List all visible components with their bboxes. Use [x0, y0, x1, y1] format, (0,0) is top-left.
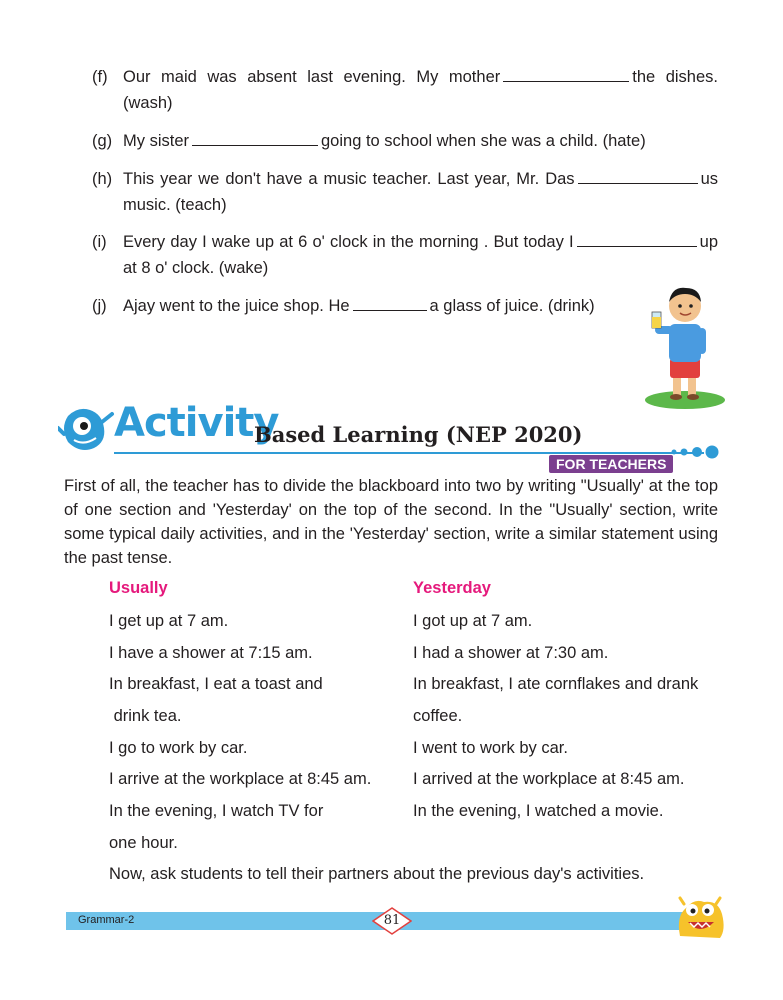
yesterday-row: I had a shower at 7:30 am. — [413, 643, 609, 662]
usually-row: In breakfast, I eat a toast and — [109, 675, 323, 694]
answer-blank[interactable] — [503, 67, 629, 82]
yesterday-row: I arrived at the workplace at 8:45 am. — [413, 770, 685, 789]
usually-row: I arrive at the workplace at 8:45 am. — [109, 770, 372, 789]
exercise-label: (h) — [92, 170, 113, 188]
usually-row: I have a shower at 7:15 am. — [109, 643, 313, 662]
answer-blank[interactable] — [353, 296, 427, 311]
exercise-text: a glass of juice. (drink) — [429, 297, 595, 315]
usually-row: I go to work by car. — [109, 738, 248, 757]
usually-row: one hour. — [109, 833, 178, 852]
yesterday-column — [413, 576, 723, 831]
activity-title: Activity — [114, 400, 279, 446]
exercise-text: Every day I wake up at 6 o' clock in the morning . But today I — [123, 233, 574, 251]
yesterday-row: coffee. — [413, 707, 463, 726]
activity-subtitle: Based Learning (NEP 2020) — [254, 422, 583, 447]
mascot-icon — [58, 404, 116, 456]
exercise-label: (j) — [92, 297, 107, 315]
exercise-f — [92, 64, 718, 116]
answer-blank[interactable] — [192, 131, 318, 146]
yesterday-row: I went to work by car. — [413, 738, 568, 757]
exercise-label: (f) — [92, 68, 108, 86]
exercise-text: up at 8 o' clock. (wake) — [123, 233, 718, 277]
exercise-label: (g) — [92, 132, 113, 150]
exercise-text: Our maid was absent last evening. My mother — [123, 68, 501, 86]
answer-blank[interactable] — [578, 169, 698, 184]
yesterday-row: In the evening, I watched a movie. — [413, 802, 664, 821]
closing-instruction: Now, ask students to tell their partners about the previous day's activities. — [109, 865, 645, 883]
exercise-text: us music. (teach) — [123, 170, 718, 214]
activity-header — [58, 400, 718, 478]
answer-blank[interactable] — [577, 232, 697, 247]
boy-with-juice-illustration — [640, 282, 726, 414]
exercise-text: My sister — [123, 132, 189, 150]
decorative-dots — [670, 444, 720, 460]
usually-row: drink tea. — [109, 707, 182, 726]
yellow-monster-icon — [674, 896, 726, 942]
exercise-h — [92, 166, 718, 218]
usually-row: In the evening, I watch TV for — [109, 802, 324, 821]
for-teachers-badge: FOR TEACHERS — [549, 455, 673, 473]
usually-column — [109, 576, 399, 863]
usually-heading: Usually — [109, 579, 168, 597]
page-number: 81 — [383, 913, 401, 928]
exercise-text: going to school when she was a child. (hate) — [321, 132, 646, 150]
usually-row: I get up at 7 am. — [109, 612, 229, 630]
exercise-label: (i) — [92, 233, 107, 251]
yesterday-row: In breakfast, I ate cornflakes and drank — [413, 675, 699, 694]
exercise-text: Ajay went to the juice shop. He — [123, 297, 350, 315]
footer-book-title: Grammar-2 — [78, 914, 135, 926]
yesterday-heading: Yesterday — [413, 579, 491, 597]
exercise-i — [92, 229, 718, 281]
exercise-g — [92, 128, 718, 154]
exercise-text: the dishes. (wash) — [123, 68, 718, 112]
activity-underline — [114, 452, 704, 454]
activity-instructions: First of all, the teacher has to divide the blackboard into two by writing "Usually' at the top of one section and 'Yesterday' on the top of the second. In the "Usually' section, write some typical daily activities, and in the 'Yesterday' section, write a similar statement using the past tense. — [64, 477, 718, 567]
yesterday-row: I got up at 7 am. — [413, 612, 533, 630]
exercise-j — [92, 293, 718, 319]
exercise-text: This year we don't have a music teacher. Last year, Mr. Das — [123, 170, 575, 188]
